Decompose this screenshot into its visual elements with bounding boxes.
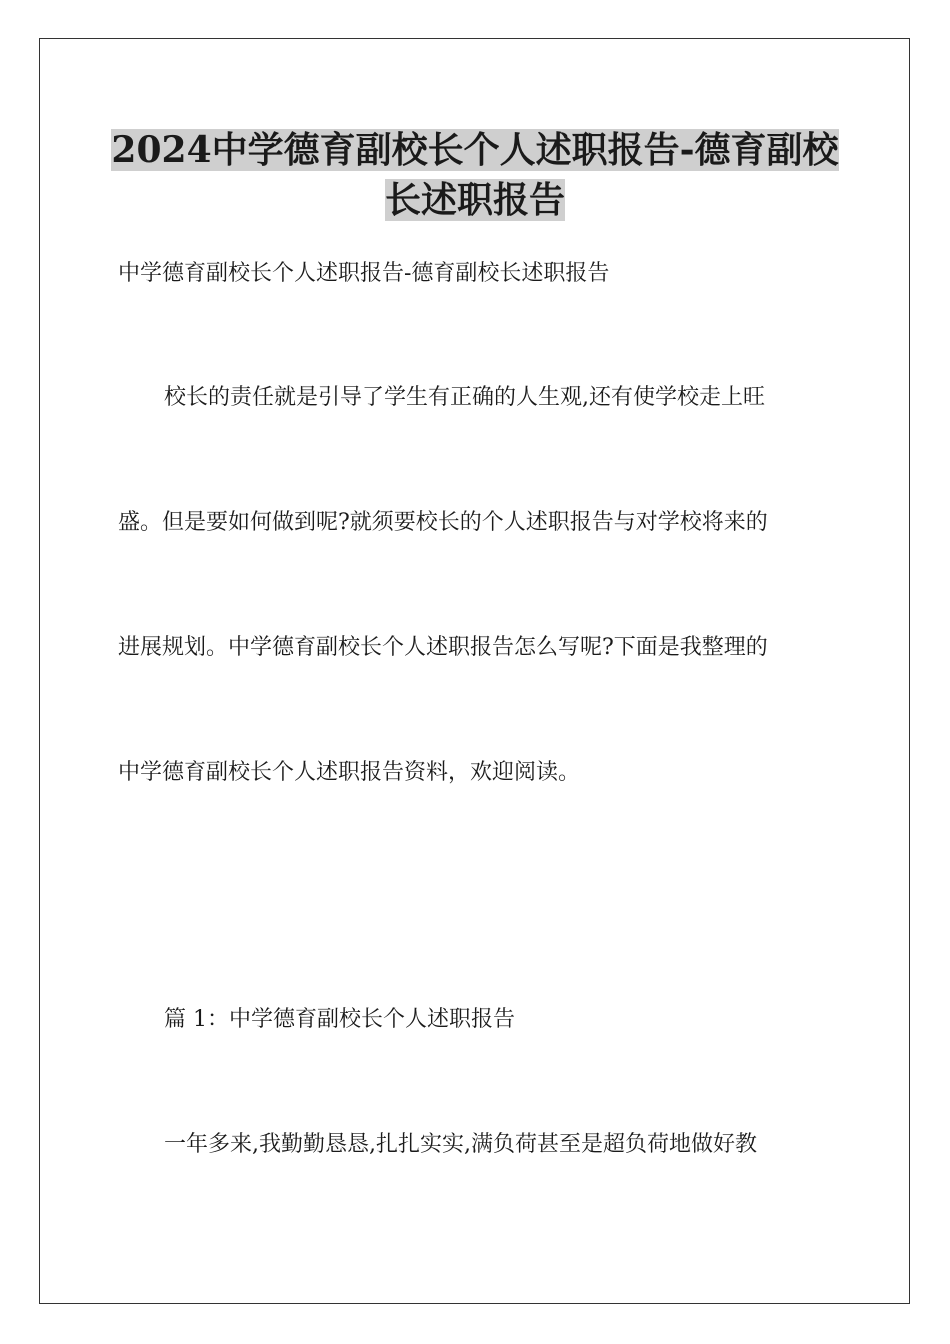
document-title-line-2 xyxy=(100,175,850,225)
page-border xyxy=(39,38,910,1304)
title-highlight-2: 长述职报告 xyxy=(384,179,565,221)
intro-line-2: 盛。但是要如何做到呢?就须要校长的个人述职报告与对学校将来的 xyxy=(118,510,768,535)
intro-line-1: 校长的责任就是引导了学生有正确的人生观,还有使学校走上旺 xyxy=(164,385,765,410)
intro-line-3: 进展规划。中学德育副校长个人述职报告怎么写呢?下面是我整理的 xyxy=(118,635,768,660)
intro-line-4: 中学德育副校长个人述职报告资料，欢迎阅读。 xyxy=(118,760,581,785)
document-subtitle: 中学德育副校长个人述职报告-德育副校长述职报告 xyxy=(118,261,610,286)
body-line-1: 一年多来,我勤勤恳恳,扎扎实实,满负荷甚至是超负荷地做好教 xyxy=(164,1132,757,1157)
section-heading: 篇 1：中学德育副校长个人述职报告 xyxy=(164,1007,515,1032)
document-title-line-1 xyxy=(100,125,850,175)
title-highlight-1: 2024中学德育副校长个人述职报告-德育副校 xyxy=(111,129,839,171)
